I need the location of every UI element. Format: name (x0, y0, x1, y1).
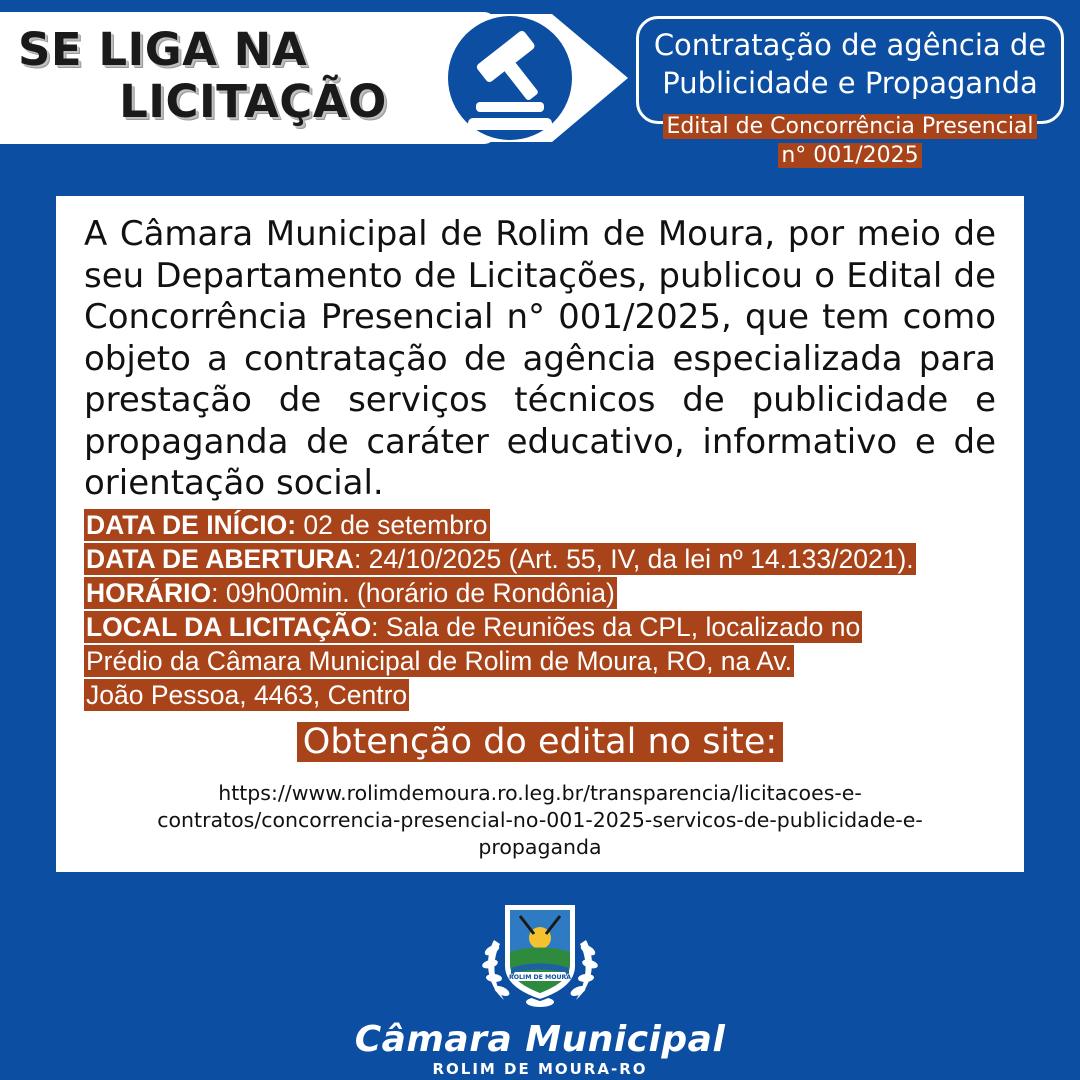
detail-value-local-cont2: João Pessoa, 4463, Centro (86, 680, 408, 710)
edital-url[interactable] (116, 780, 964, 861)
detail-row-abertura (84, 542, 1004, 576)
body-paragraph: A Câmara Municipal de Rolim de Moura, por meio de seu Departamento de Licitações, publicou o Edital de Concorrência Presencial n° 001/2025, que tem como objeto a contratação de agência especializada para prestação de serviços técnicos de publicidade e propaganda de caráter educativo, informativo e de orientação social. (84, 214, 996, 503)
details-block (84, 508, 1004, 712)
detail-label-local: LOCAL DA LICITAÇÃO (86, 612, 372, 642)
page-title (18, 24, 488, 128)
edital-line-1: Edital de Concorrência Presencial (663, 114, 1036, 139)
obtencao-heading (56, 720, 1024, 764)
edital-url-line1: https://www.rolimdemoura.ro.leg.br/transparencia/licitacoes-e- (218, 781, 862, 805)
detail-value-inicio: 02 de setembro (296, 510, 488, 540)
detail-value-abertura: : 24/10/2025 (Art. 55, IV, da lei nº 14.133/2021). (353, 544, 914, 574)
detail-label-abertura: DATA DE ABERTURA (86, 544, 354, 574)
svg-text:ROLIM DE MOURA: ROLIM DE MOURA (508, 974, 572, 981)
obtencao-label: Obtenção do edital no site: (297, 722, 783, 762)
detail-row-inicio (84, 508, 1004, 542)
detail-label-horario: HORÁRIO (86, 578, 212, 608)
organization-name: Câmara Municipal (354, 1019, 726, 1060)
edital-line-2: n° 001/2025 (778, 143, 921, 168)
page-title-line1: SE LIGA NA (18, 23, 308, 76)
detail-value-horario: : 09h00min. (horário de Rondônia) (211, 578, 615, 608)
subject-line-2: Publicidade e Propaganda (662, 66, 1038, 100)
detail-row-local-cont2 (84, 678, 1004, 712)
detail-row-local-cont1 (84, 644, 1004, 678)
subject-text (644, 26, 1056, 102)
page-title-line2: LICITAÇÃO (119, 75, 387, 128)
gavel-icon (432, 8, 647, 148)
edital-url-line2: contratos/concorrencia-presencial-no-001-2025-servicos-de-publicidade-e-propaganda (157, 808, 923, 859)
footer (0, 880, 1080, 1080)
detail-row-horario (84, 576, 1004, 610)
subject-line-1: Contratação de agência de (653, 28, 1047, 62)
detail-label-inicio: DATA DE INÍCIO: (86, 510, 297, 540)
detail-value-local-cont1: Prédio da Câmara Municipal de Rolim de Moura, RO, na Av. (86, 646, 793, 676)
detail-value-local: : Sala de Reuniões da CPL, localizado no (371, 612, 861, 642)
detail-row-local (84, 610, 1004, 644)
header (0, 0, 1080, 168)
organization-location: ROLIM DE MOURA-RO (432, 1060, 648, 1078)
coat-of-arms-icon (470, 888, 610, 1016)
content-card (56, 196, 1024, 872)
edital-reference (636, 112, 1064, 170)
